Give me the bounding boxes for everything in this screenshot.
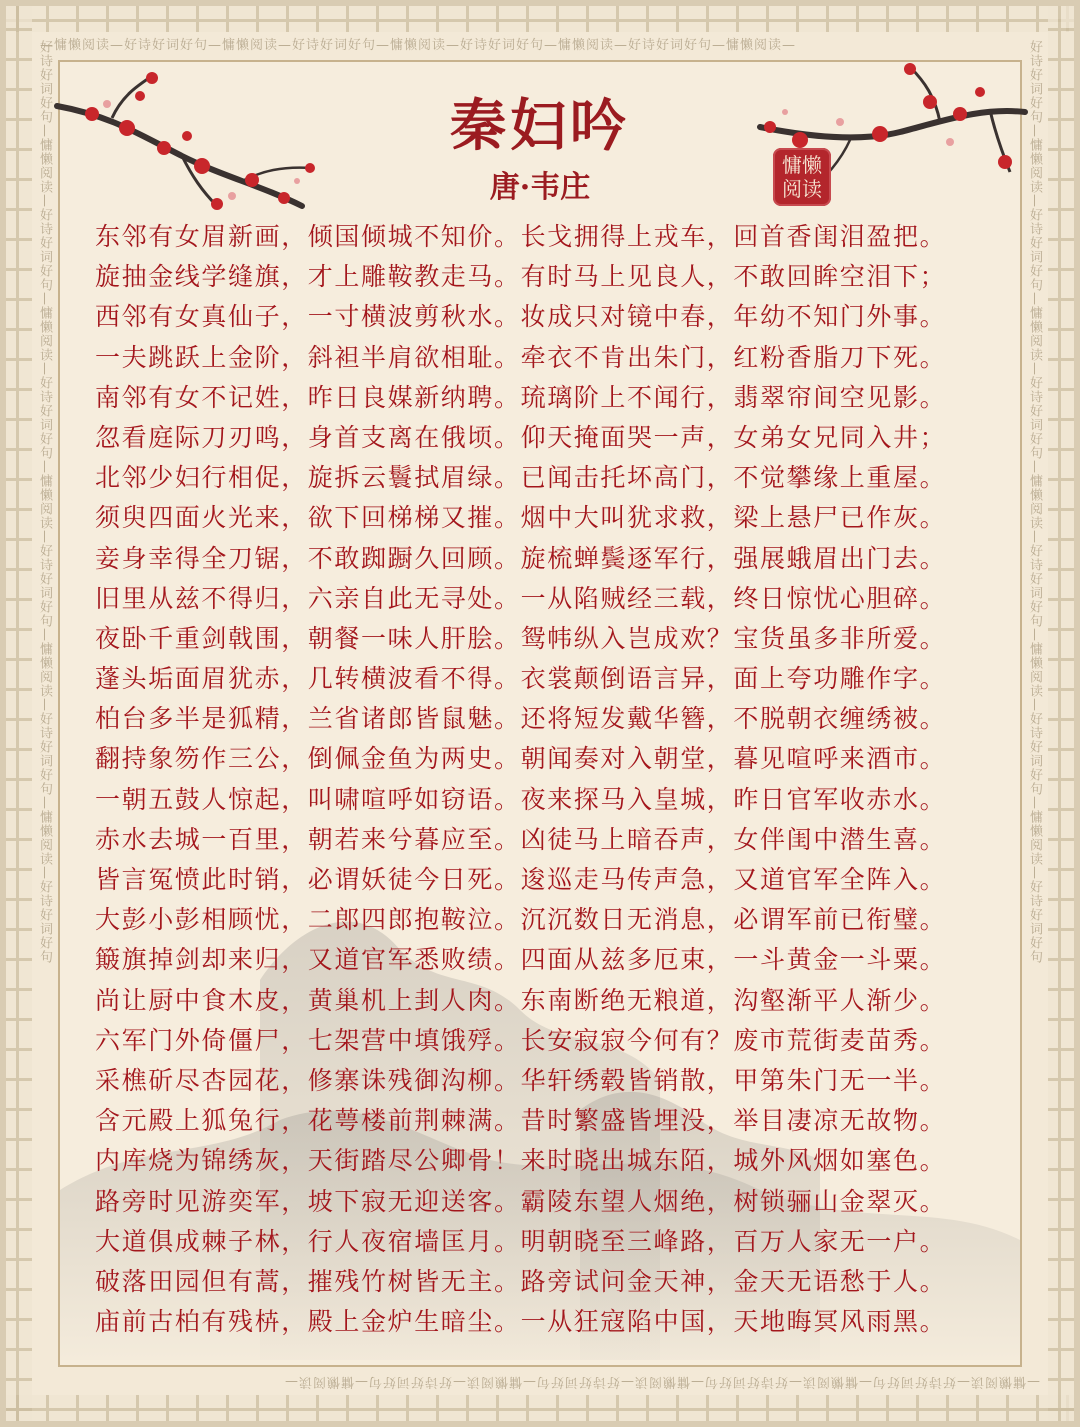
- poem-line: 路旁时见游奕军，坡下寂无迎送客。霸陵东望人烟绝，树锁骊山金翠灭。: [95, 1186, 947, 1216]
- poem-line: 皆言冤愤此时销，必谓妖徒今日死。逡巡走马传声急，又道官军全阵入。: [95, 865, 947, 894]
- poem-line: 南邻有女不记姓，昨日良媒新纳聘。琉璃阶上不闻行，翡翠帘间空见影。: [95, 382, 947, 412]
- poem-line: 柏台多半是狐精，兰省诸郎皆鼠魅。还将短发戴华簪，不脱朝衣缠绣被。: [95, 704, 947, 734]
- poem-author: 唐·韦庄: [489, 170, 591, 205]
- poem-line: 北邻少妇行相促，旋拆云鬟拭眉绿。已闻击托坏高门，不觉攀缘上重屋。: [95, 463, 947, 493]
- poem-title: 秦妇吟: [450, 93, 630, 159]
- watermark-top: —慵懒阅读—好诗好词好句—慵懒阅读—好诗好词好句—慵懒阅读—好诗好词好句—慵懒阅读—好诗好词好句—慵懒阅读—: [40, 38, 797, 53]
- poem-line: 六军门外倚僵尸，七架营中填饿殍。长安寂寂今何有？废市荒街麦苗秀。: [95, 1025, 947, 1055]
- poem-line: 须臾四面火光来，欲下回梯梯又摧。烟中大叫犹求救，梁上悬尸已作灰。: [95, 503, 947, 533]
- poem-line: 破落田园但有蒿，摧残竹树皆无主。路旁试问金天神，金天无语愁于人。: [95, 1266, 947, 1296]
- poem-line: 妾身幸得全刀锯，不敢踟蹰久回顾。旋梳蝉鬓逐军行，强展蛾眉出门去。: [95, 543, 947, 573]
- poem-line: 大彭小彭相顾忧，二郎四郎抱鞍泣。沉沉数日无消息，必谓军前已衔璧。: [95, 905, 947, 935]
- watermark-bottom: —慵懒阅读—好诗好词好句—慵懒阅读—好诗好词好句—慵懒阅读—好诗好词好句—慵懒阅读—好诗好词好句—慵懒阅读—: [283, 1374, 1040, 1389]
- poem-line: 东邻有女眉新画，倾国倾城不知价。长戈拥得上戎车，回首香闺泪盈把。: [95, 222, 947, 251]
- seal-line-1: 慵懒: [782, 153, 822, 177]
- poem-line: 内库烧为锦绣灰，天街踏尽公卿骨！来时晓出城东陌，城外风烟如塞色。: [95, 1146, 947, 1176]
- poem-line: 含元殿上狐兔行，花萼楼前荆棘满。昔时繁盛皆埋没，举目凄凉无故物。: [95, 1106, 947, 1136]
- watermark-right: 好诗好词好句—慵懒阅读—好诗好词好句—慵懒阅读—好诗好词好句—慵懒阅读—好诗好词好句—慵懒阅读—好诗好词好句—慵懒阅读—好诗好词好句: [1027, 40, 1042, 964]
- poem-line: 翻持象笏作三公，倒佩金鱼为两史。朝闻奏对入朝堂，暮见喧呼来酒市。: [95, 744, 947, 774]
- poem-line: 簸旗掉剑却来归，又道官军悉败绩。四面从兹多厄束，一斗黄金一斗粟。: [95, 945, 947, 975]
- fret-border-top: [6, 6, 1074, 32]
- fret-border-right: [1048, 6, 1074, 1421]
- poem-line: 一朝五鼓人惊起，叫啸喧呼如窃语。夜来探马入皇城，昨日官军收赤水。: [95, 784, 947, 814]
- watermark-left: 好诗好词好句—慵懒阅读—好诗好词好句—慵懒阅读—好诗好词好句—慵懒阅读—好诗好词好句—慵懒阅读—好诗好词好句—慵懒阅读—好诗好词好句: [37, 40, 52, 964]
- poem-line: 一夫跳跃上金阶，斜袒半肩欲相耻。牵衣不肯出朱门，红粉香脂刀下死。: [95, 342, 947, 372]
- poem-line: 西邻有女真仙子，一寸横波剪秋水。妆成只对镜中春，年幼不知门外事。: [95, 302, 947, 332]
- poem-line: 旧里从兹不得归，六亲自此无寻处。一从陷贼经三载，终日惊忧心胆碎。: [95, 583, 947, 613]
- fret-border-bottom: [6, 1395, 1074, 1421]
- poem-line: 旋抽金线学缝旗，才上雕鞍教走马。有时马上见良人，不敢回眸空泪下；: [95, 262, 947, 292]
- poem-line: 尚让厨中食木皮，黄巢机上刲人肉。东南断绝无粮道，沟壑渐平人渐少。: [95, 985, 947, 1015]
- poem-line: 蓬头垢面眉犹赤，几转横波看不得。衣裳颠倒语言异，面上夸功雕作字。: [95, 664, 947, 694]
- red-seal-stamp: [773, 148, 831, 206]
- poem-line: 大道俱成棘子林，行人夜宿墙匡月。明朝晓至三峰路，百万人家无一户。: [95, 1226, 947, 1256]
- poem-line: 夜卧千重剑戟围，朝餐一味人肝脍。鸳帏纵入岂成欢？宝货虽多非所爱。: [95, 623, 947, 653]
- seal-line-2: 阅读: [782, 177, 822, 201]
- fret-border-left: [6, 6, 32, 1421]
- poem-line: 忽看庭际刀刃鸣，身首支离在俄顷。仰天掩面哭一声，女弟女兄同入井；: [95, 422, 947, 452]
- poem-body: [95, 217, 1005, 1342]
- poem-line: 庙前古柏有残枿，殿上金炉生暗尘。一从狂寇陷中国，天地晦冥风雨黑。: [95, 1307, 947, 1337]
- poem-line: 采樵斫尽杏园花，修寨诛残御沟柳。华轩绣毂皆销散，甲第朱门无一半。: [95, 1065, 947, 1095]
- poem-line: 赤水去城一百里，朝若来兮暮应至。凶徒马上暗吞声，女伴闺中潜生喜。: [95, 824, 947, 854]
